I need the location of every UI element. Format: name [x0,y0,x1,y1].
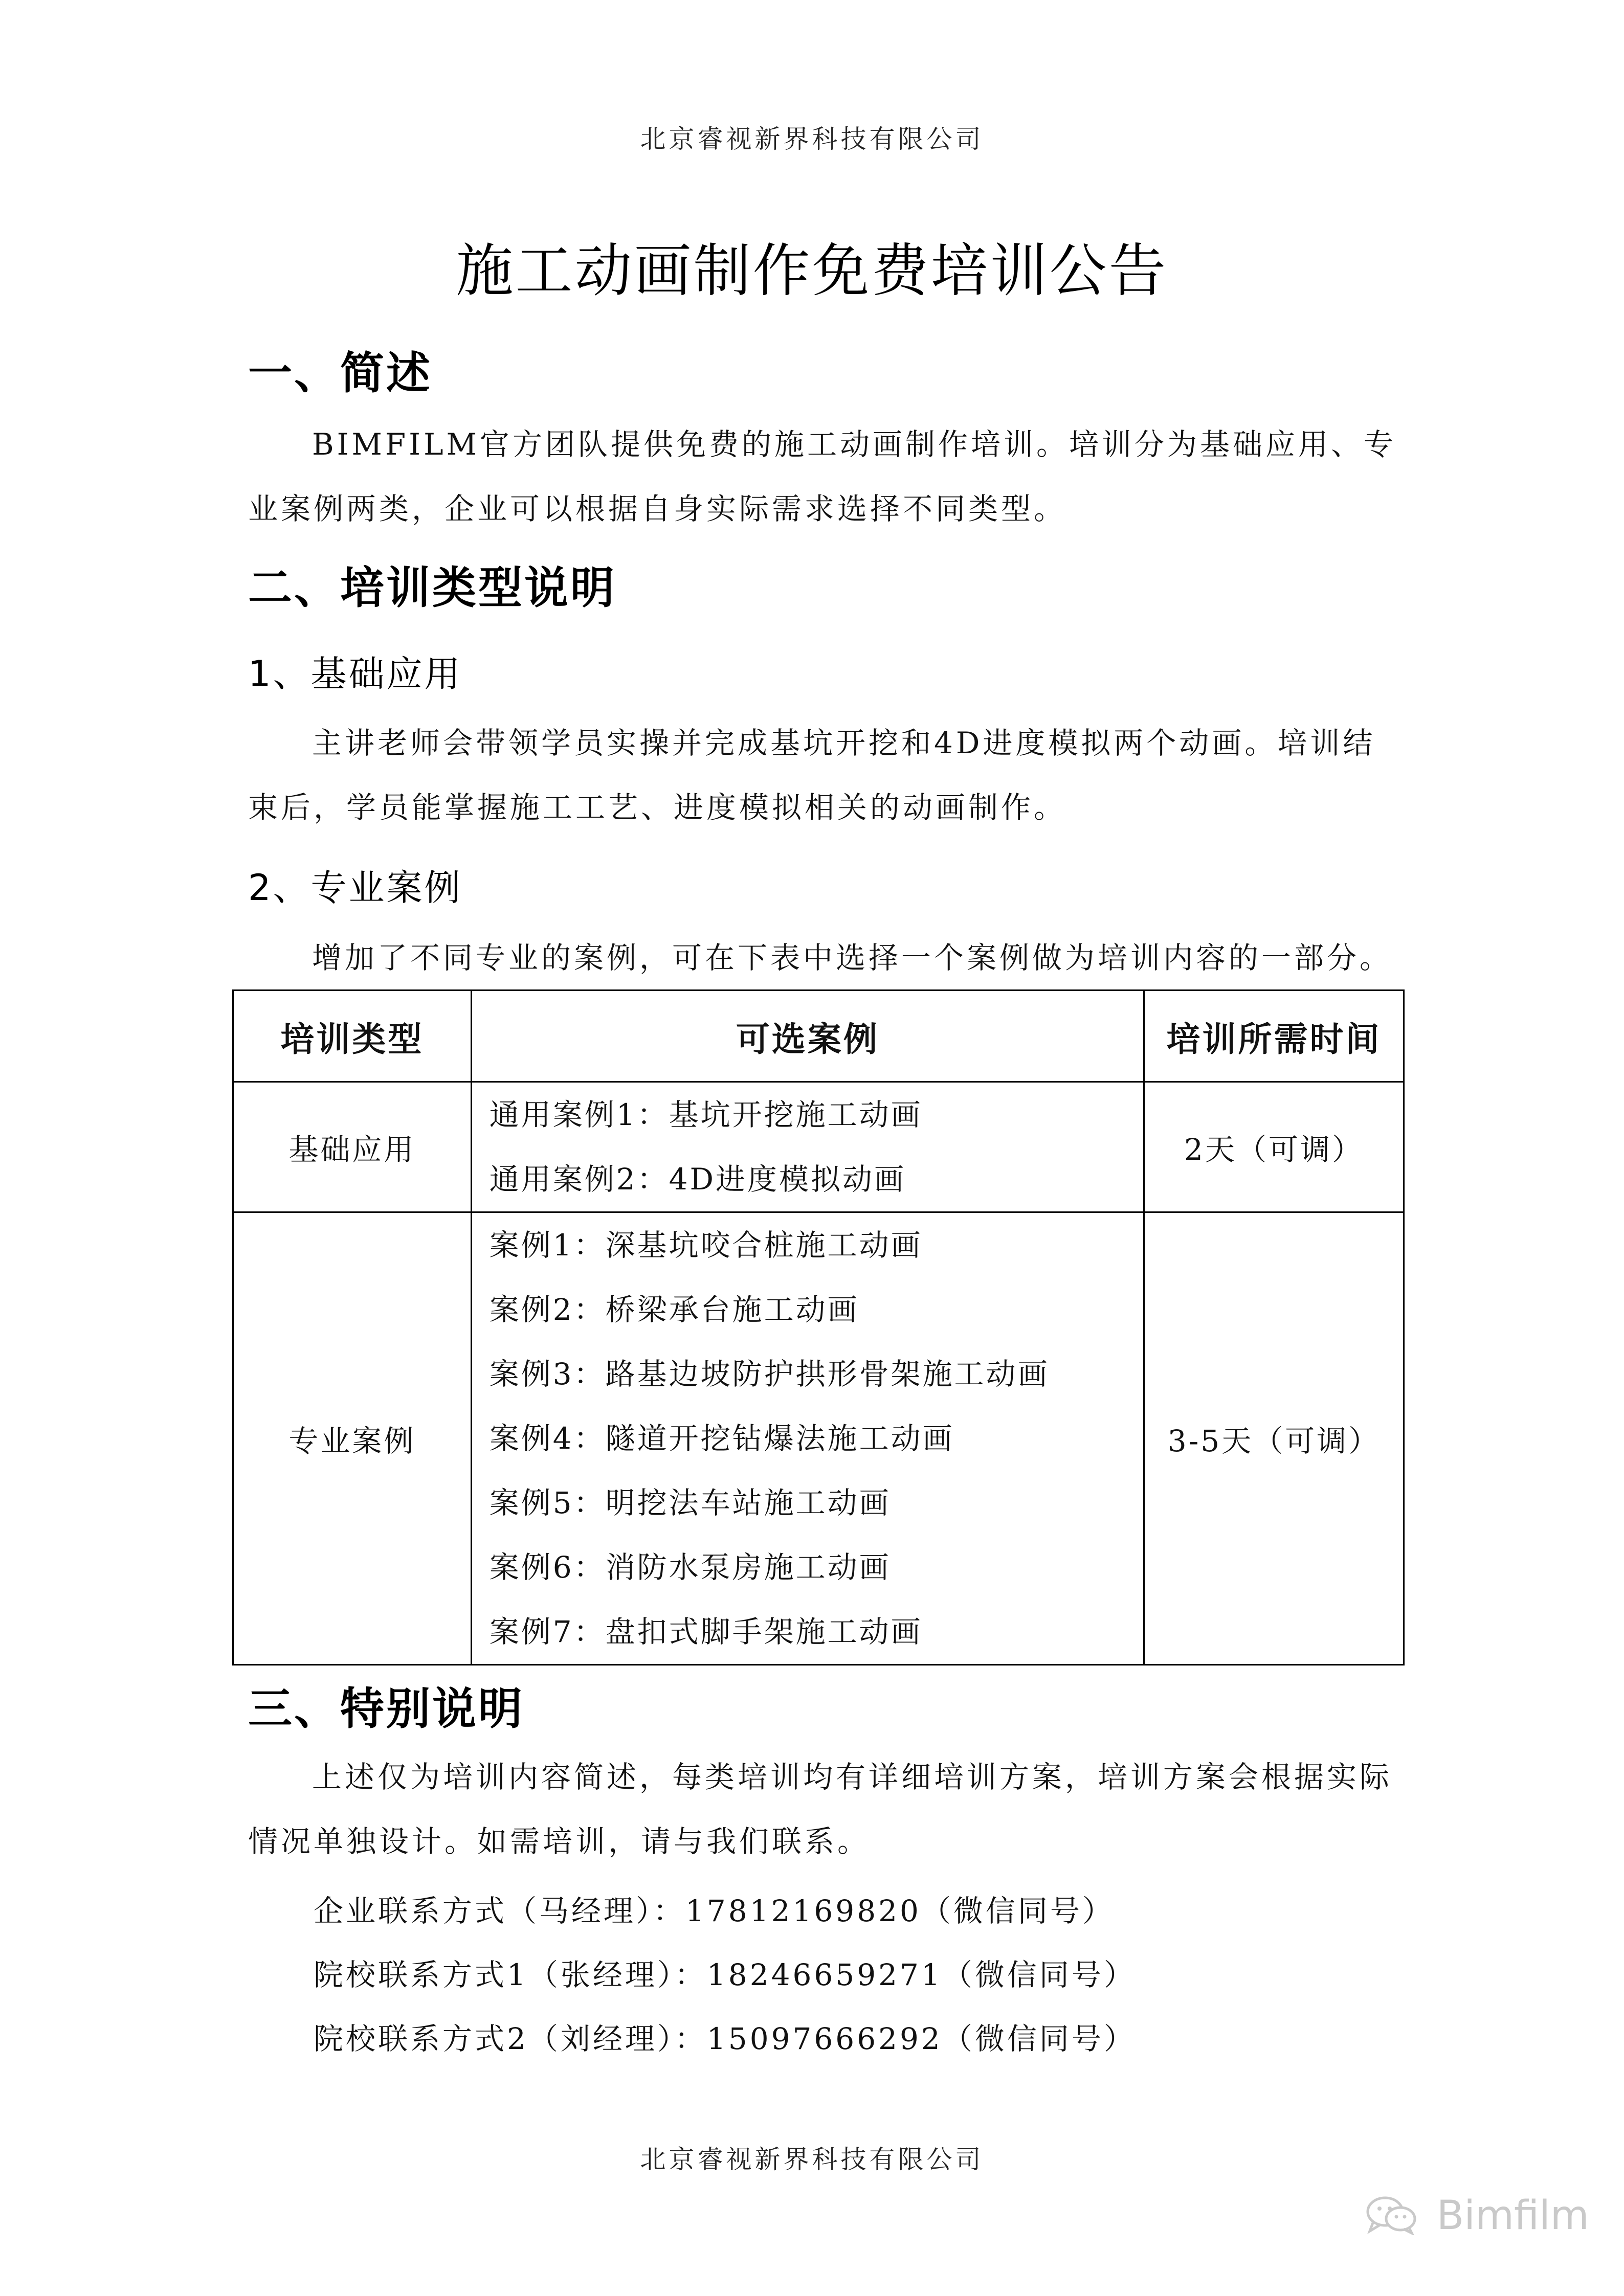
row-time-cell: 3-5天（可调） [1144,1212,1404,1665]
watermark-text: Bimfilm [1436,2193,1589,2239]
case-item: 案例4：隧道开挖钻爆法施工动画 [489,1421,954,1456]
row-type-cell: 专业案例 [233,1212,472,1665]
case-item: 通用案例2：4D进度模拟动画 [489,1162,906,1197]
watermark [1365,2193,1589,2239]
row-time-cell: 2天（可调） [1144,1082,1404,1212]
subsection-basic-heading: 1、基础应用 [248,653,462,695]
subsection-pro-text: 增加了不同专业的案例，可在下表中选择一个案例做为培训内容的一部分。 [312,940,1393,975]
contact-line: 院校联系方式1（张经理）：18246659271（微信同号） [314,1957,1136,1992]
contact-line: 院校联系方式2（刘经理）：15097666292（微信同号） [314,2021,1136,2056]
case-item: 案例6：消防水泵房施工动画 [489,1550,891,1585]
table-row [233,1082,1404,1212]
case-item: 案例3：路基边坡防护拱形骨架施工动画 [489,1357,1050,1391]
case-item: 案例5：明挖法车站施工动画 [489,1485,891,1520]
wechat-icon [1365,2193,1437,2239]
subsection-pro-heading: 2、专业案例 [248,867,462,909]
column-header-time: 培训所需时间 [1144,991,1404,1082]
page-footer: 北京睿视新界科技有限公司 [640,2145,984,2174]
section-intro-heading: 一、简述 [248,348,432,399]
training-table [232,989,1405,1665]
page-header: 北京睿视新界科技有限公司 [640,124,984,154]
row-type-cell: 基础应用 [233,1082,472,1212]
section-special-text: 上述仅为培训内容简述，每类培训均有详细培训方案，培训方案会根据实际情况单独设计。如需培训，请与我们联系。 [248,1760,1393,1859]
contact-line: 企业联系方式（马经理）：17812169820（微信同号） [314,1894,1115,1928]
case-item: 案例2：桥梁承台施工动画 [489,1292,859,1327]
row-cases-cell [471,1082,1144,1212]
case-item: 通用案例1：基坑开挖施工动画 [489,1097,923,1132]
case-item: 案例1：深基坑咬合桩施工动画 [489,1228,923,1263]
table-header-row [233,991,1404,1082]
subsection-basic-text: 主讲老师会带领学员实操并完成基坑开挖和4D进度模拟两个动画。培训结束后，学员能掌握施工工艺、进度模拟相关的动画制作。 [248,726,1376,825]
case-item: 案例7：盘扣式脚手架施工动画 [489,1614,923,1649]
page-title: 施工动画制作免费培训公告 [456,238,1168,304]
section-intro-text: BIMFILM官方团队提供免费的施工动画制作培训。培训分为基础应用、专业案例两类，企业可以根据自身实际需求选择不同类型。 [248,427,1396,526]
column-header-type: 培训类型 [233,991,472,1082]
table-row [233,1212,1404,1665]
section-special-heading: 三、特别说明 [248,1683,524,1735]
row-cases-cell [471,1212,1144,1665]
column-header-cases: 可选案例 [471,991,1144,1082]
section-types-heading: 二、培训类型说明 [248,562,616,614]
